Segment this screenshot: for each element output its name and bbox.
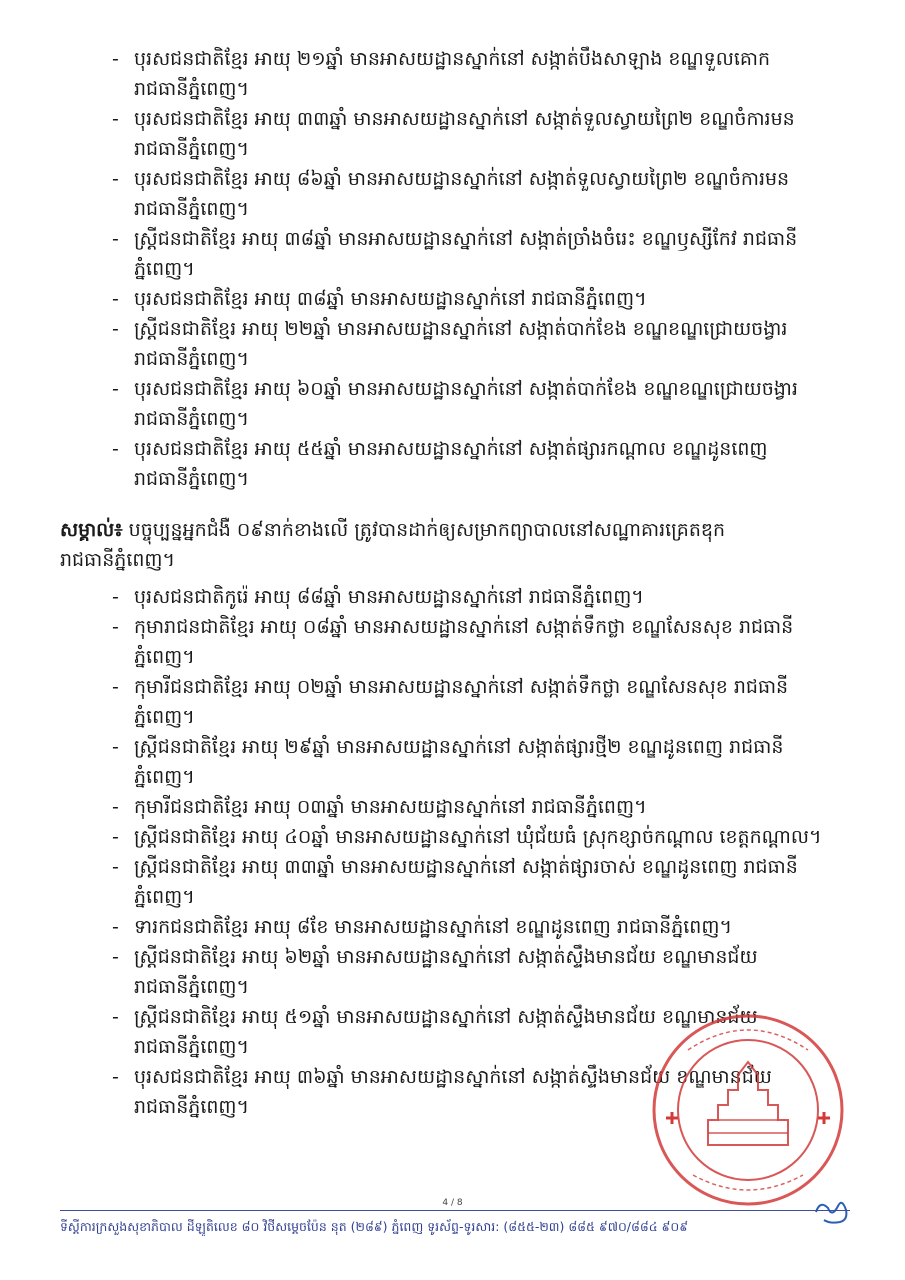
item-continuation: រាជធានីភ្នំពេញ។ — [134, 198, 250, 220]
item-text: ស្ត្រីជនជាតិខ្មែរ អាយុ ៥១ឆ្នាំ មានអាសយដ្ឋានស្នាក់នៅ សង្កាត់ស្ទឹងមានជ័យ ខណ្ឌមានជ័យ — [134, 1006, 758, 1028]
item-continuation: ភ្នំពេញ។ — [134, 646, 195, 668]
item-text: ទារកជនជាតិខ្មែរ អាយុ ៨ខែ មានអាសយដ្ឋានស្នាក់នៅ ខណ្ឌដូនពេញ រាជធានីភ្នំពេញ។ — [134, 916, 732, 938]
item-text: បុរសជនជាតិកូរ៉េ អាយុ ៨៨ឆ្នាំ មានអាសយដ្ឋានស្នាក់នៅ រាជធានីភ្នំពេញ។ — [134, 586, 644, 608]
item-continuation: រាជធានីភ្នំពេញ។ — [134, 468, 250, 490]
item-continuation: ភ្នំពេញ។ — [134, 706, 195, 728]
official-seal-stamp — [648, 1010, 848, 1210]
item-text: កុមារីជនជាតិខ្មែរ អាយុ ០២ឆ្នាំ មានអាសយដ្ឋានស្នាក់នៅ សង្កាត់ទឹកថ្លា ខណ្ឌសែនសុខ រាជធានី — [134, 676, 789, 698]
item-continuation: រាជធានីភ្នំពេញ។ — [134, 976, 250, 998]
item-continuation: រាជធានីភ្នំពេញ។ — [134, 348, 250, 370]
item-continuation: រាជធានីភ្នំពេញ។ — [134, 1096, 250, 1118]
list-item: - ស្ត្រីជនជាតិខ្មែរ អាយុ ៥១ឆ្នាំ មានអាសយដ្ឋានស្នាក់នៅ សង្កាត់ស្ទឹងមានជ័យ ខណ្ឌមានជ័យ រាជធានីភ្នំពេញ។ — [112, 1002, 835, 1062]
list-item: - បុរសជនជាតិខ្មែរ អាយុ ៨៦ឆ្នាំ មានអាសយដ្ឋានស្នាក់នៅ សង្កាត់ទួលស្វាយព្រៃ២ ខណ្ឌចំការមន រាជធានីភ្នំពេញ។ — [112, 164, 835, 224]
item-text: ស្ត្រីជនជាតិខ្មែរ អាយុ ២២ឆ្នាំ មានអាសយដ្ឋានស្នាក់នៅ សង្កាត់បាក់ខែង ខណ្ឌខណ្ឌជ្រោយចង្វារ — [134, 318, 788, 340]
item-text: ស្ត្រីជនជាតិខ្មែរ អាយុ ៦២ឆ្នាំ មានអាសយដ្ឋានស្នាក់នៅ សង្កាត់ស្ទឹងមានជ័យ ខណ្ឌមានជ័យ — [134, 946, 758, 968]
note-label: សម្គាល់៖ — [60, 519, 123, 541]
list-item: - ស្ត្រីជនជាតិខ្មែរ អាយុ ៣៨ឆ្នាំ មានអាសយដ្ឋានស្នាក់នៅ សង្កាត់ច្រាំងចំរេះ ខណ្ឌឫស្សីកែវ រាជធានី ភ្នំពេញ។ — [112, 224, 835, 284]
item-continuation: រាជធានីភ្នំពេញ។ — [134, 78, 250, 100]
item-text: ស្ត្រីជនជាតិខ្មែរ អាយុ ៤០ឆ្នាំ មានអាសយដ្ឋានស្នាក់នៅ ឃុំជ័យធំ ស្រុកខ្សាច់កណ្តាល ខេត្តកណ្តាល។ — [134, 826, 822, 848]
list-item: - កុមារីជនជាតិខ្មែរ អាយុ ០៣ឆ្នាំ មានអាសយដ្ឋានស្នាក់នៅ រាជធានីភ្នំពេញ។ — [112, 796, 647, 818]
list-item: - កុមារាជនជាតិខ្មែរ អាយុ ០៨ឆ្នាំ មានអាសយដ្ឋានស្នាក់នៅ សង្កាត់ទឹកថ្លា ខណ្ឌសែនសុខ រាជធានី ភ្នំពេញ។ — [112, 612, 835, 672]
list-item: - ស្ត្រីជនជាតិខ្មែរ អាយុ ២២ឆ្នាំ មានអាសយដ្ឋានស្នាក់នៅ សង្កាត់បាក់ខែង ខណ្ឌខណ្ឌជ្រោយចង្វារ រាជធានីភ្នំពេញ។ — [112, 314, 835, 374]
item-continuation: ភ្នំពេញ។ — [134, 886, 195, 908]
list-item: - បុរសជនជាតិខ្មែរ អាយុ ៣៨ឆ្នាំ មានអាសយដ្ឋានស្នាក់នៅ រាជធានីភ្នំពេញ។ — [112, 288, 647, 310]
item-continuation: រាជធានីភ្នំពេញ។ — [134, 138, 250, 160]
case-list-top — [112, 44, 835, 494]
item-continuation: រាជធានីភ្នំពេញ។ — [134, 408, 250, 430]
list-item: - បុរសជនជាតិខ្មែរ អាយុ ៥៥ឆ្នាំ មានអាសយដ្ឋានស្នាក់នៅ សង្កាត់ផ្សារកណ្តាល ខណ្ឌដូនពេញ រាជធានីភ្នំពេញ។ — [112, 434, 835, 494]
item-text: បុរសជនជាតិខ្មែរ អាយុ ៥៥ឆ្នាំ មានអាសយដ្ឋានស្នាក់នៅ សង្កាត់ផ្សារកណ្តាល ខណ្ឌដូនពេញ — [134, 438, 768, 460]
list-item: - ស្ត្រីជនជាតិខ្មែរ អាយុ ៣៣ឆ្នាំ មានអាសយដ្ឋានស្នាក់នៅ សង្កាត់ផ្សារចាស់ ខណ្ឌដូនពេញ រាជធានី ភ្នំពេញ។ — [112, 852, 835, 912]
note-text: បច្ចុប្បន្នអ្នកជំងឺ ០៩នាក់ខាងលើ ត្រូវបានដាក់ឲ្យសម្រាកព្យាបាលនៅសណ្ឋាគារគ្រេតឌុក — [128, 519, 726, 541]
item-text: ស្ត្រីជនជាតិខ្មែរ អាយុ ៣៨ឆ្នាំ មានអាសយដ្ឋានស្នាក់នៅ សង្កាត់ច្រាំងចំរេះ ខណ្ឌឫស្សីកែវ រាជធានី — [134, 228, 798, 250]
item-continuation: ភ្នំពេញ។ — [134, 258, 195, 280]
note-continuation: រាជធានីភ្នំពេញ។ — [60, 549, 176, 571]
list-item: - កុមារីជនជាតិខ្មែរ អាយុ ០២ឆ្នាំ មានអាសយដ្ឋានស្នាក់នៅ សង្កាត់ទឹកថ្លា ខណ្ឌសែនសុខ រាជធានី ភ្នំពេញ។ — [112, 672, 835, 732]
footer-divider — [60, 1210, 850, 1211]
note-paragraph — [60, 515, 835, 575]
item-text: បុរសជនជាតិខ្មែរ អាយុ ២១ឆ្នាំ មានអាសយដ្ឋានស្នាក់នៅ សង្កាត់បឹងសាឡាង ខណ្ឌទួលគោក — [134, 48, 771, 70]
item-text: កុមារាជនជាតិខ្មែរ អាយុ ០៨ឆ្នាំ មានអាសយដ្ឋានស្នាក់នៅ សង្កាត់ទឹកថ្លា ខណ្ឌសែនសុខ រាជធានី — [134, 616, 794, 638]
item-text: ស្ត្រីជនជាតិខ្មែរ អាយុ ៣៣ឆ្នាំ មានអាសយដ្ឋានស្នាក់នៅ សង្កាត់ផ្សារចាស់ ខណ្ឌដូនពេញ រាជធានី — [134, 856, 798, 878]
footer-address: ទីស្តីការក្រសួងសុខាភិបាល ដីឡូតិលេខ ៨០ វិថីសម្តេចប៉ែន នុត (២៨៩) ភ្នំពេញ ទូរស័ព្ទ-ទូរសារ: (៨៥៥-២៣) ៨៨៥ ៩៧០/៨៨៤ ៩០៩ — [60, 1219, 689, 1234]
item-text: ស្ត្រីជនជាតិខ្មែរ អាយុ ២៩ឆ្នាំ មានអាសយដ្ឋានស្នាក់នៅ សង្កាត់ផ្សារថ្មី២ ខណ្ឌដូនពេញ រាជធានី — [134, 736, 784, 758]
list-item: - ស្ត្រីជនជាតិខ្មែរ អាយុ ៦២ឆ្នាំ មានអាសយដ្ឋានស្នាក់នៅ សង្កាត់ស្ទឹងមានជ័យ ខណ្ឌមានជ័យ រាជធានីភ្នំពេញ។ — [112, 942, 835, 1002]
item-text: បុរសជនជាតិខ្មែរ អាយុ ៨៦ឆ្នាំ មានអាសយដ្ឋានស្នាក់នៅ សង្កាត់ទួលស្វាយព្រៃ២ ខណ្ឌចំការមន — [134, 168, 790, 190]
list-item: - ទារកជនជាតិខ្មែរ អាយុ ៨ខែ មានអាសយដ្ឋានស្នាក់នៅ ខណ្ឌដូនពេញ រាជធានីភ្នំពេញ។ — [112, 916, 732, 938]
list-item: - បុរសជនជាតិខ្មែរ អាយុ ៣៣ឆ្នាំ មានអាសយដ្ឋានស្នាក់នៅ សង្កាត់ទួលស្វាយព្រៃ២ ខណ្ឌចំការមន រាជធានីភ្នំពេញ។ — [112, 104, 835, 164]
list-item: - បុរសជនជាតិកូរ៉េ អាយុ ៨៨ឆ្នាំ មានអាសយដ្ឋានស្នាក់នៅ រាជធានីភ្នំពេញ។ — [112, 586, 644, 608]
list-item: - ស្ត្រីជនជាតិខ្មែរ អាយុ ៤០ឆ្នាំ មានអាសយដ្ឋានស្នាក់នៅ ឃុំជ័យធំ ស្រុកខ្សាច់កណ្តាល ខេត្តកណ្តាល។ — [112, 826, 822, 848]
item-continuation: រាជធានីភ្នំពេញ។ — [134, 1036, 250, 1058]
list-item: - បុរសជនជាតិខ្មែរ អាយុ ៣៦ឆ្នាំ មានអាសយដ្ឋានស្នាក់នៅ សង្កាត់ស្ទឹងមានជ័យ ខណ្ឌមានជ័យ រាជធានីភ្នំពេញ។ — [112, 1062, 835, 1122]
list-item: - ស្ត្រីជនជាតិខ្មែរ អាយុ ២៩ឆ្នាំ មានអាសយដ្ឋានស្នាក់នៅ សង្កាត់ផ្សារថ្មី២ ខណ្ឌដូនពេញ រាជធានី ភ្នំពេញ។ — [112, 732, 835, 792]
list-item: - បុរសជនជាតិខ្មែរ អាយុ ៦០ឆ្នាំ មានអាសយដ្ឋានស្នាក់នៅ សង្កាត់បាក់ខែង ខណ្ឌខណ្ឌជ្រោយចង្វារ រាជធានីភ្នំពេញ។ — [112, 374, 835, 434]
page-number: 4 / 8 — [442, 1198, 463, 1208]
item-continuation: ភ្នំពេញ។ — [134, 766, 195, 788]
item-text: បុរសជនជាតិខ្មែរ អាយុ ៣៨ឆ្នាំ មានអាសយដ្ឋានស្នាក់នៅ រាជធានីភ្នំពេញ។ — [134, 288, 647, 310]
item-text: បុរសជនជាតិខ្មែរ អាយុ ៣៦ឆ្នាំ មានអាសយដ្ឋានស្នាក់នៅ សង្កាត់ស្ទឹងមានជ័យ ខណ្ឌមានជ័យ — [134, 1066, 772, 1088]
item-text: កុមារីជនជាតិខ្មែរ អាយុ ០៣ឆ្នាំ មានអាសយដ្ឋានស្នាក់នៅ រាជធានីភ្នំពេញ។ — [134, 796, 647, 818]
item-text: បុរសជនជាតិខ្មែរ អាយុ ៣៣ឆ្នាំ មានអាសយដ្ឋានស្នាក់នៅ សង្កាត់ទួលស្វាយព្រៃ២ ខណ្ឌចំការមន — [134, 108, 795, 130]
item-text: បុរសជនជាតិខ្មែរ អាយុ ៦០ឆ្នាំ មានអាសយដ្ឋានស្នាក់នៅ សង្កាត់បាក់ខែង ខណ្ឌខណ្ឌជ្រោយចង្វារ — [134, 378, 798, 400]
list-item: - បុរសជនជាតិខ្មែរ អាយុ ២១ឆ្នាំ មានអាសយដ្ឋានស្នាក់នៅ សង្កាត់បឹងសាឡាង ខណ្ឌទួលគោក រាជធានីភ្នំពេញ។ — [112, 44, 835, 104]
